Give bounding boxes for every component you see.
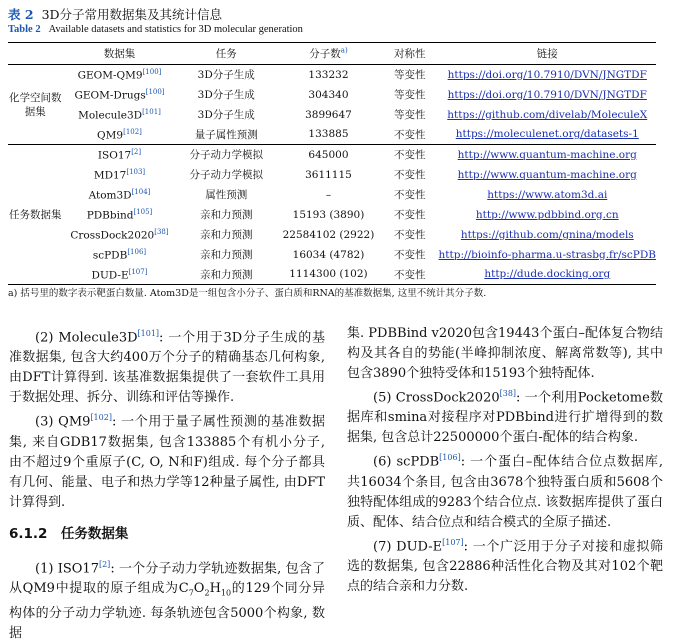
table-number: 表 2 [8,7,34,22]
cell-link [439,165,656,185]
cell-task: 分子动力学模拟 [189,169,263,181]
cell-count: – [325,188,332,201]
cell-count: 1114300 (102) [276,265,381,285]
citation-ref[interactable]: [2] [131,148,142,156]
cell-symmetry: 不变性 [393,249,426,261]
citation-ref[interactable]: [105] [133,207,153,216]
citation-ref[interactable]: [100] [142,68,162,76]
cell-task: 亲和力预测 [199,249,253,261]
cell-count: 133885 [308,128,349,141]
cell-task: 分子动力学模拟 [176,145,276,165]
cell-link [439,65,656,85]
table-row [8,145,656,165]
cell-symmetry: 不变性 [393,128,426,141]
cell-dataset: Molecule3D[101] [78,107,161,122]
cell-symmetry: 等变性 [393,89,426,101]
dataset-link[interactable]: http://www.quantum-machine.org [457,148,637,161]
dataset-link[interactable]: https://github.com/gnina/models [460,228,634,241]
cell-dataset: CrossDock2020[38] [70,227,169,242]
citation-ref[interactable]: [104] [131,187,151,196]
table-caption-chinese [8,5,222,23]
cell-symmetry: 等变性 [393,69,426,82]
table-row [8,225,656,245]
cell-dataset: ISO17[2] [63,145,177,165]
header-task: 任务 [176,43,276,65]
cell-dataset: DUD-E[107] [63,265,177,285]
cell-link [439,245,656,265]
table-caption-english [8,24,303,35]
cell-link [439,145,656,165]
table-row [8,185,656,205]
paragraph-scpdb: (6) scPDB[106]: 一个蛋白–配体结合位点数据库, 共16034个条目, 包含由3678个独特蛋白质和5608个独特配体组成的9283个结合位点. 该数据库提供了蛋白质、配体、结合位点和结合模式的全原子描述. [347,453,663,530]
cell-task: 亲和力预测 [199,229,253,241]
paragraph-dude: (7) DUD-E[107]: 一个广泛用于分子对接和虚拟筛选的数据集, 包含22886种活性化合物及其对102个靶点的结合亲和力分数. [347,537,663,594]
cell-count: 22584102 (2922) [282,228,375,241]
dataset-table [8,42,656,285]
table-row [8,245,656,265]
paragraph-pdbbind-continued: 集. PDBBind v2020包含19443个蛋白–配体复合物结构及其各自的势能(半峰抑制浓度、解离常数等), 其中包含3890个独特受体和15193个独特配体. [347,326,663,381]
dataset-link[interactable]: http://www.quantum-machine.org [457,168,637,181]
left-column [9,324,325,644]
citation-ref[interactable]: [101] [142,107,161,116]
cell-symmetry: 不变性 [393,229,426,241]
citation-ref[interactable]: [106] [127,247,147,256]
cell-count: 15193 (3890) [292,208,365,221]
header-symmetry: 对称性 [381,43,439,65]
group-label: 任务数据集 [8,145,63,285]
cell-dataset: MD17[103] [93,167,146,182]
table-title-en: Available datasets and statistics for 3D molecular generation [48,24,303,35]
section-heading: 6.1.2 任务数据集 [9,525,129,542]
cell-dataset: PDBbind[105] [86,207,153,222]
cell-task: 3D分子生成 [197,69,255,82]
table-row [8,205,656,225]
table-header-row [8,43,656,65]
cell-link [439,105,656,125]
header-count: 分子数$^{a)}$ [276,43,381,65]
dataset-link[interactable]: http://bioinfo-pharma.u-strasbg.fr/scPDB [438,248,656,261]
header-dataset: 数据集 [63,43,177,65]
paragraph-crossdock: (5) CrossDock2020[38]: 一个利用Pocketome数据库和smina对接程序对PDBbind进行扩增得到的数据集, 包含总计22500000个蛋白-配体的结合构象. [347,389,664,446]
dataset-link[interactable]: https://doi.org/10.7910/DVN/JNGTDF [447,88,647,101]
cell-dataset: Atom3D[104] [88,187,151,202]
citation-ref[interactable]: [103] [126,167,146,176]
paragraph-molecule3d: (2) Molecule3D[101]: 一个用于3D分子生成的基准数据集, 包含大约400万个分子的精确基态几何构象, 由DFT计算得到. 该基准数据集提供了一套软件工具用于数据处理、拆分、训练和评估等操作. [9,329,325,406]
group-label: 化学空间数据集 [9,91,62,118]
citation-ref[interactable]: [102] [123,127,142,136]
paragraph-qm9: (3) QM9[102]: 一个用于量子属性预测的基准数据集, 来自GDB17数据集, 包含133885个有机小分子, 由不超过9个重原子(C, O, N和F)组成. 每个分子都具有几何、能量、电子和热力学等12种量子属性, 由DFT计算得到. [9,413,326,510]
cell-symmetry: 不变性 [381,265,439,285]
cell-count: 645000 [276,145,381,165]
cell-link [439,205,656,225]
citation-ref[interactable]: [38] [154,227,169,236]
cell-symmetry: 不变性 [393,189,426,201]
dataset-link[interactable]: https://moleculenet.org/datasets-1 [455,128,639,141]
table-row [8,265,656,285]
table-title: 3D分子常用数据集及其统计信息 [41,7,223,22]
citation-ref[interactable]: [107] [128,267,148,276]
table-footnote: a) 括号里的数字表示靶蛋白数量. Atom3D是一组包含小分子、蛋白质和RNA的基准数据集, 这里不统计其分子数. [8,288,487,299]
cell-task: 亲和力预测 [199,209,253,221]
right-column [347,324,663,597]
dataset-link[interactable]: https://doi.org/10.7910/DVN/JNGTDF [447,68,647,81]
dataset-link[interactable]: http://dude.docking.org [484,268,611,281]
table-row [8,165,656,185]
cell-count: 133232 [308,68,349,81]
citation-ref[interactable]: [100] [145,87,165,96]
cell-link [439,225,656,245]
dataset-link[interactable]: https://www.atom3d.ai [487,188,608,201]
header-link: 链接 [439,43,656,65]
dataset-link[interactable]: https://github.com/divelab/MoleculeX [447,108,648,121]
cell-count: 3611115 [305,168,352,181]
cell-link [439,85,656,105]
cell-dataset: GEOM-QM9[100] [77,68,162,82]
cell-symmetry: 不变性 [393,169,426,181]
table-number-en: Table 2 [8,24,41,35]
cell-task: 3D分子生成 [197,89,255,101]
cell-task: 亲和力预测 [176,265,276,285]
table-row [8,105,656,125]
cell-dataset: QM9[102] [97,127,142,141]
cell-symmetry: 等变性 [393,109,426,121]
cell-task: 属性预测 [205,189,248,201]
cell-count: 304340 [308,88,349,101]
cell-task: 量子属性预测 [194,128,258,141]
cell-dataset: scPDB[106] [92,247,147,262]
cell-task: 3D分子生成 [197,109,255,121]
cell-link [439,265,656,285]
table-row [8,125,656,145]
cell-link [439,125,656,145]
paragraph-iso17: (1) ISO17[2]: 一个分子动力学轨迹数据集, 包含了从QM9中提取的原子组成为$C_7O_2H_{10}$的129个同分异构体的分子动力学轨迹. 每条轨迹包含5000个构象, 数据 [9,559,325,641]
cell-count: 3899647 [305,108,352,121]
table-row [8,85,656,105]
cell-symmetry: 不变性 [381,145,439,165]
cell-count: 16034 (4782) [292,248,365,261]
cell-link [439,185,656,205]
cell-symmetry: 不变性 [393,209,426,221]
dataset-link[interactable]: http://www.pdbbind.org.cn [475,208,619,221]
table-row [8,65,656,85]
cell-dataset: GEOM-Drugs[100] [74,87,165,102]
